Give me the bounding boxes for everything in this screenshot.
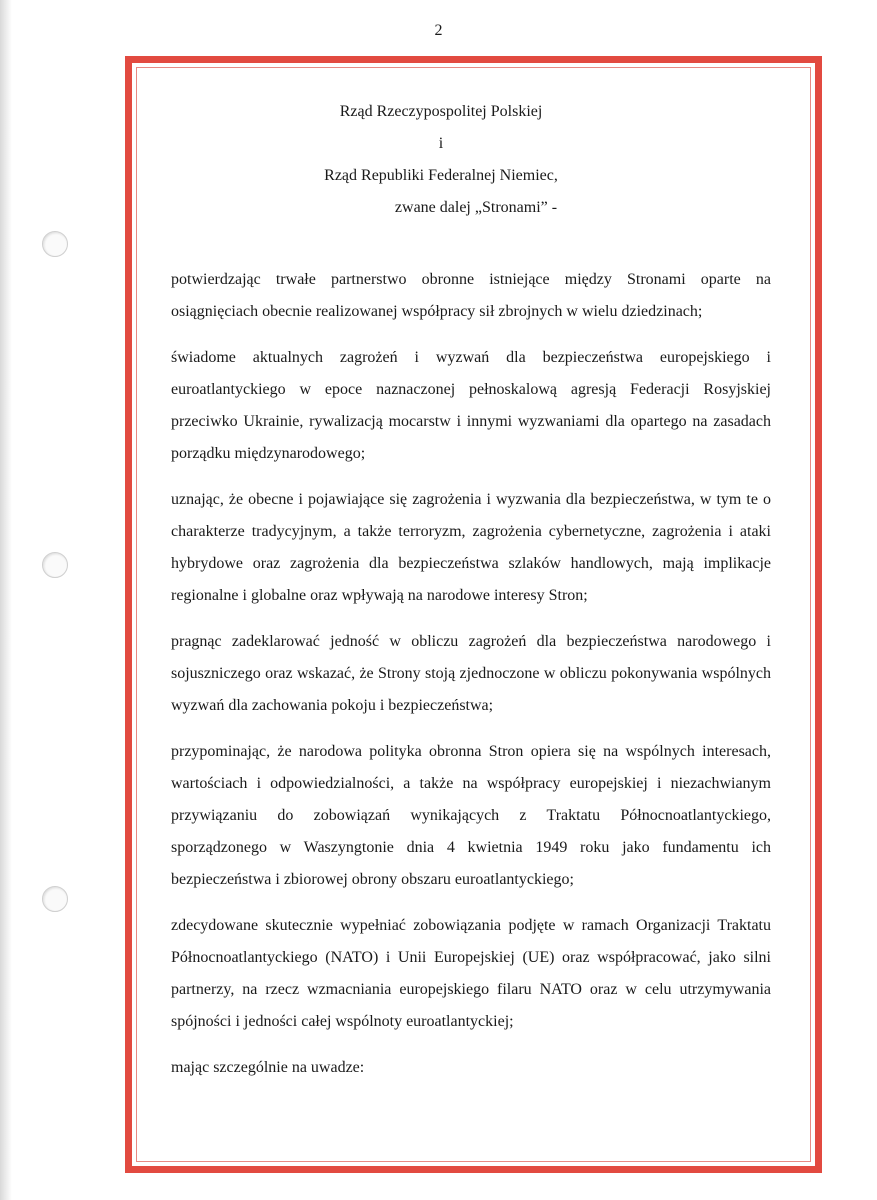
party-poland: Rząd Rzeczypospolitej Polskiej: [339, 103, 543, 120]
page-left-edge: [0, 0, 12, 1200]
conjunction: i: [438, 135, 444, 152]
document-body: [171, 96, 771, 1098]
preamble-paragraph: uznając, że obecne i pojawiające się zagrożenia i wyzwania dla bezpieczeństwa, w tym te o charakterze tradycyjnym, a także terroryzm, zagrożenia cybernetyczne, zagrożenia i ataki hybrydowe oraz zagrożenia dla bezpieczeństwa szlaków handlowych, mają implikacje regionalne i globalne oraz wpływają na narodowe interesy Stron;: [171, 491, 771, 604]
preamble-paragraph: pragnąc zadeklarować jedność w obliczu zagrożeń dla bezpieczeństwa narodowego i sojuszniczego oraz wskazać, że Strony stoją zjednoczone w obliczu pokonywania wspólnych wyzwań dla zachowania pokoju i bezpieczeństwa;: [171, 633, 771, 714]
preamble-paragraph: mając szczególnie na uwadze:: [171, 1059, 365, 1076]
preamble-paragraph: potwierdzając trwałe partnerstwo obronne istniejące między Stronami oparte na osiągnięciach obecnie realizowanej współpracy sił zbrojnych w wielu dziedzinach;: [171, 271, 771, 320]
punch-hole: [42, 552, 68, 578]
parties-designation: zwane dalej „Stronami” -: [394, 199, 558, 216]
punch-hole: [42, 886, 68, 912]
page-number: 2: [434, 22, 443, 39]
punch-hole: [42, 231, 68, 257]
spacer: [171, 224, 771, 264]
party-germany: Rząd Republiki Federalnej Niemiec,: [324, 167, 558, 184]
preamble-paragraph: świadome aktualnych zagrożeń i wyzwań dla bezpieczeństwa europejskiego i euroatlantyckiego w epoce naznaczonej pełnoskalową agresją Federacji Rosyjskiej przeciwko Ukrainie, rywalizacją mocarstw i innymi wyzwaniami dla opartego na zasadach porządku międzynarodowego;: [171, 349, 771, 462]
preamble-paragraph: zdecydowane skutecznie wypełniać zobowiązania podjęte w ramach Organizacji Traktatu Północnoatlantyckiego (NATO) i Unii Europejskiej (UE) oraz współpracować, jako silni partnerzy, na rzecz wzmacniania europejskiego filaru NATO oraz w celu utrzymywania spójności i jedności całej wspólnoty euroatlantyckiej;: [171, 917, 771, 1030]
preamble-paragraph: przypominając, że narodowa polityka obronna Stron opiera się na wspólnych interesach, wartościach i odpowiedzialności, a także na współpracy europejskiej i niezachwianym przywiązaniu do zobowiązań wynikających z Traktatu Północnoatlantyckiego, sporządzonego w Waszyngtonie dnia 4 kwietnia 1949 roku jako fundamentu ich bezpieczeństwa i zbiorowej obrony obszaru euroatlantyckiego;: [171, 743, 771, 888]
